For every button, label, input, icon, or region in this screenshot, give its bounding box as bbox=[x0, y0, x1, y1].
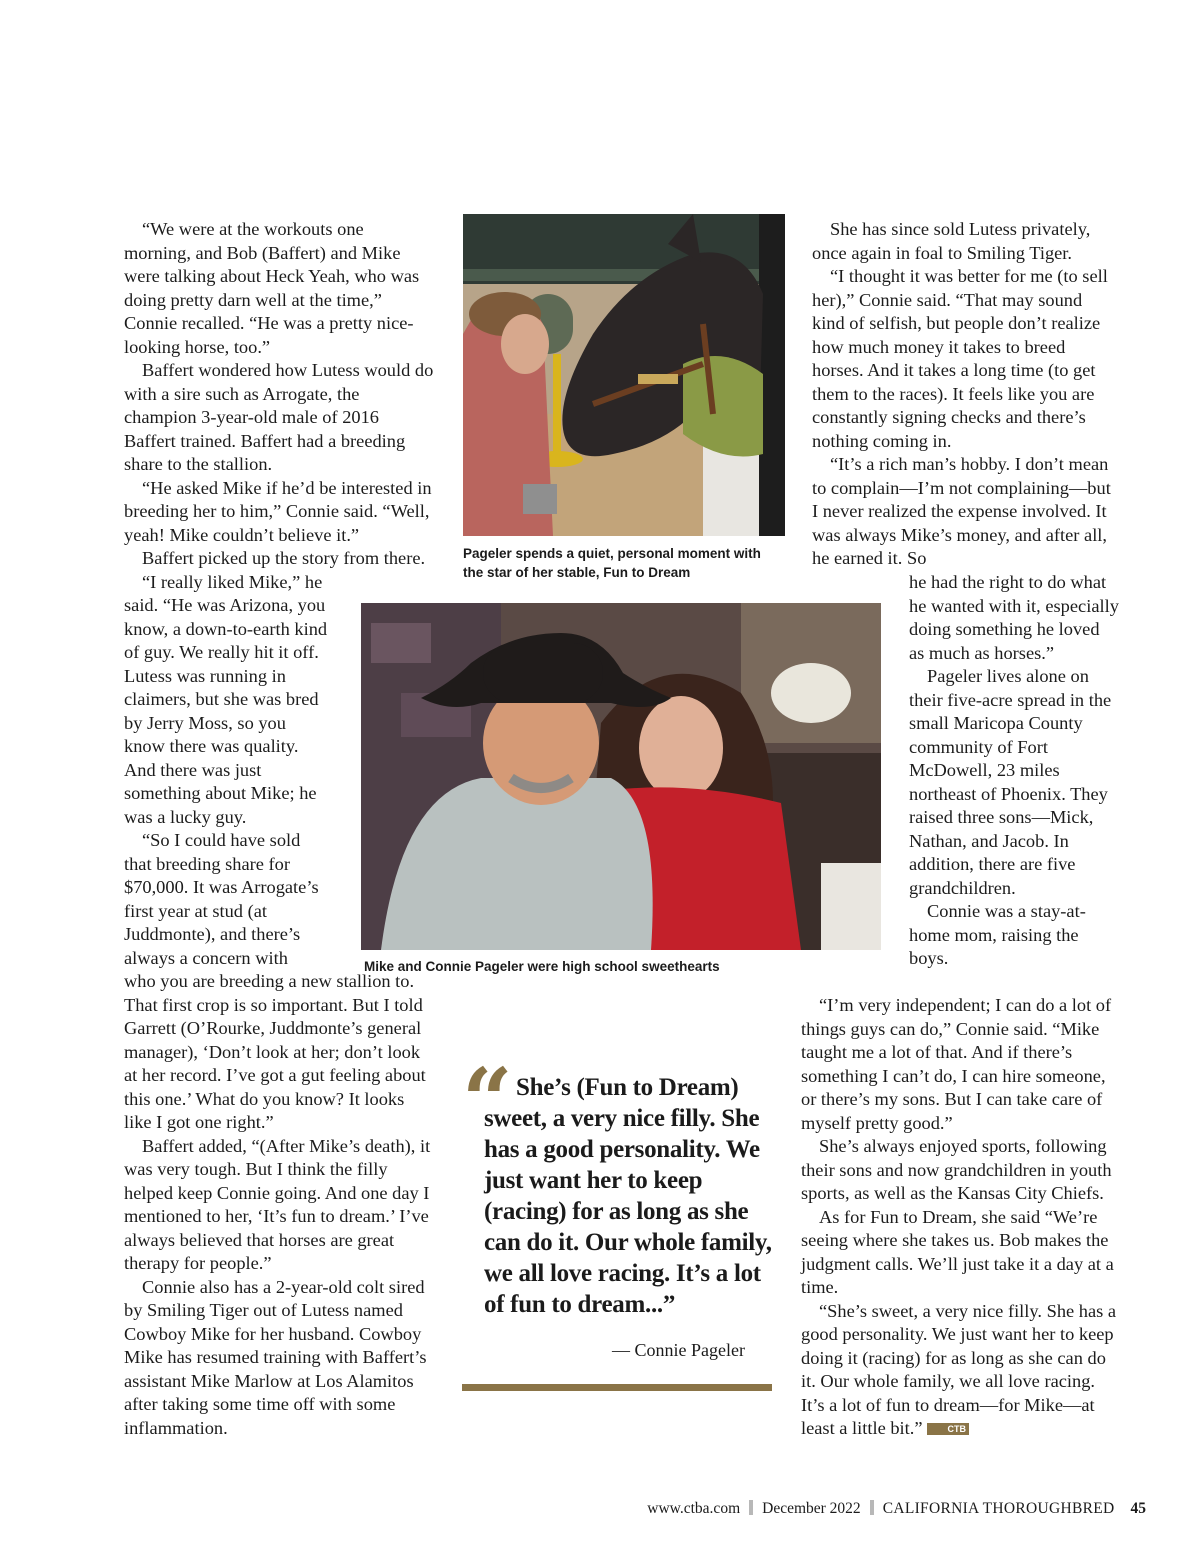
pull-quote-text: She’s (Fun to Dream) sweet, a very nice filly. She has a good personality. We just want her to keep (racing) for as long as she can do it. Our whole family, we all love racing. It’s a lot of fun to dream...” bbox=[484, 1074, 772, 1318]
paragraph: Baffert added, “(After Mike’s death), it was very tough. But I think the filly helped keep Connie going. And one day I mentioned to her, ‘It’s fun to dream.’ I’ve always believed that horses are great therapy for people.” bbox=[124, 1135, 431, 1273]
paragraph: Baffert picked up the story from there. bbox=[142, 548, 426, 568]
paragraph: Connie also has a 2-year-old colt sired by Smiling Tiger out of Lutess named Cowboy Mike for her husband. Cowboy Mike has resumed training with Baffert’s assistant Mike Marlow at Los Alamitos after taking some time off with some inflammation. bbox=[124, 1276, 427, 1438]
paragraph: Pageler lives alone on their five-acre spread in the small Maricopa County community of Fort McDowell, 23 miles northeast of Phoenix. They raised three sons—Mick, Nathan, and Jacob. In addition, there are five grandchildren. bbox=[909, 666, 1112, 898]
pull-quote-rule bbox=[462, 1384, 772, 1391]
footer-url[interactable]: www.ctba.com bbox=[647, 1500, 741, 1517]
horse-photo-illustration bbox=[463, 214, 785, 536]
right-column-top bbox=[812, 218, 1112, 571]
ctb-end-mark-icon: CTB bbox=[927, 1423, 970, 1435]
footer-separator bbox=[870, 1500, 874, 1515]
right-column-bottom bbox=[801, 994, 1119, 1441]
pull-quote bbox=[484, 1072, 774, 1320]
paragraph: “I’m very independent; I can do a lot of things guys can do,” Connie said. “Mike taught me a lot of that. And if there’s something I can’t do, I can hire someone, or there’s my sons. But I can take care of myself pretty good.” bbox=[801, 995, 1112, 1133]
paragraph: “It’s a rich man’s hobby. I don’t mean to complain—I’m not complaining—but I never realized the expense involved. It was always Mike’s money, and after all, he earned it. So bbox=[812, 454, 1111, 568]
page-footer bbox=[647, 1500, 1146, 1518]
photo-caption-bottom: Mike and Connie Pageler were high school sweethearts bbox=[364, 959, 720, 974]
paragraph: As for Fun to Dream, she said “We’re seeing where she takes us. Bob makes the judgment calls. We’ll just take it a day at a time. bbox=[801, 1206, 1114, 1297]
footer-date: December 2022 bbox=[762, 1500, 861, 1517]
footer-separator bbox=[749, 1500, 753, 1515]
paragraph: “We were at the workouts one morning, and Bob (Baffert) and Mike were talking about Heck Yeah, who was doing pretty darn well at the time,” Connie recalled. “He was a pretty nice-looking horse, too.” bbox=[124, 219, 420, 357]
paragraph: “He asked Mike if he’d be interested in breeding her to him,” Connie said. “Well, yeah! Mike couldn’t believe it.” bbox=[124, 477, 432, 545]
pull-quote-attribution: — Connie Pageler bbox=[612, 1340, 745, 1360]
photo-pageler-with-horse bbox=[463, 214, 785, 536]
paragraph: “I thought it was better for me (to sell her),” Connie said. “That may sound kind of selfish, but people don’t realize how much money it takes to breed horses. And it takes a long time (to get them to the races). It feels like you are constantly signing checks and there’s nothing coming in. bbox=[812, 266, 1108, 451]
paragraph: “I really liked Mike,” he said. “He was Arizona, you know, a down-to-earth kind of guy. We really hit it off. Lutess was running in claimers, but she was bred by Jerry Moss, so you know there was quality. And there was just something about Mike; he was a lucky guy. bbox=[124, 571, 328, 827]
paragraph: who you are breeding a new stallion to. That first crop is so important. But I told Garrett (O’Rourke, Juddmonte’s general manager), ‘Don’t look at her; don’t look at her record. I’ve got a gut feeling about this one.’ What do you know? It looks like I got one right.” bbox=[124, 971, 426, 1132]
footer-publication: CALIFORNIA THOROUGHBRED bbox=[882, 1500, 1115, 1517]
paragraph: Baffert wondered how Lutess would do with a sire such as Arrogate, the champion 3-year-old male of 2016 Baffert trained. Baffert had a breeding share to the stallion. bbox=[124, 360, 434, 474]
photo-mike-and-connie bbox=[361, 603, 881, 950]
paragraph: Connie was a stay-at-home mom, raising the boys. bbox=[909, 901, 1086, 968]
paragraph bbox=[801, 1300, 1119, 1441]
page-number: 45 bbox=[1130, 1500, 1146, 1517]
quote-mark-icon: “ bbox=[462, 1048, 513, 1152]
paragraph: he had the right to do what he wanted with it, especially doing something he loved as much as horses.” bbox=[909, 572, 1119, 663]
paragraph: She has since sold Lutess privately, once again in foal to Smiling Tiger. bbox=[812, 219, 1091, 263]
closing-paragraph-text: “She’s sweet, a very nice filly. She has a good personality. We just want her to keep doing it (racing) for as long as she can do it. Our whole family, we all love racing. It’s a lot of fun to dream—for Mike—at least a little bit.” bbox=[801, 1300, 1117, 1438]
paragraph: She’s always enjoyed sports, following their sons and now grandchildren in youth sports, as well as the Kansas City Chiefs. bbox=[801, 1136, 1112, 1203]
paragraph: “So I could have sold that breeding share for $70,000. It was Arrogate’s first year at stud (at Juddmonte), and there’s always a concern with bbox=[124, 830, 319, 968]
couple-photo-illustration bbox=[361, 603, 881, 950]
right-column-middle bbox=[909, 571, 1119, 971]
photo-caption-top: Pageler spends a quiet, personal moment with the star of her stable, Fun to Dream bbox=[463, 546, 761, 580]
